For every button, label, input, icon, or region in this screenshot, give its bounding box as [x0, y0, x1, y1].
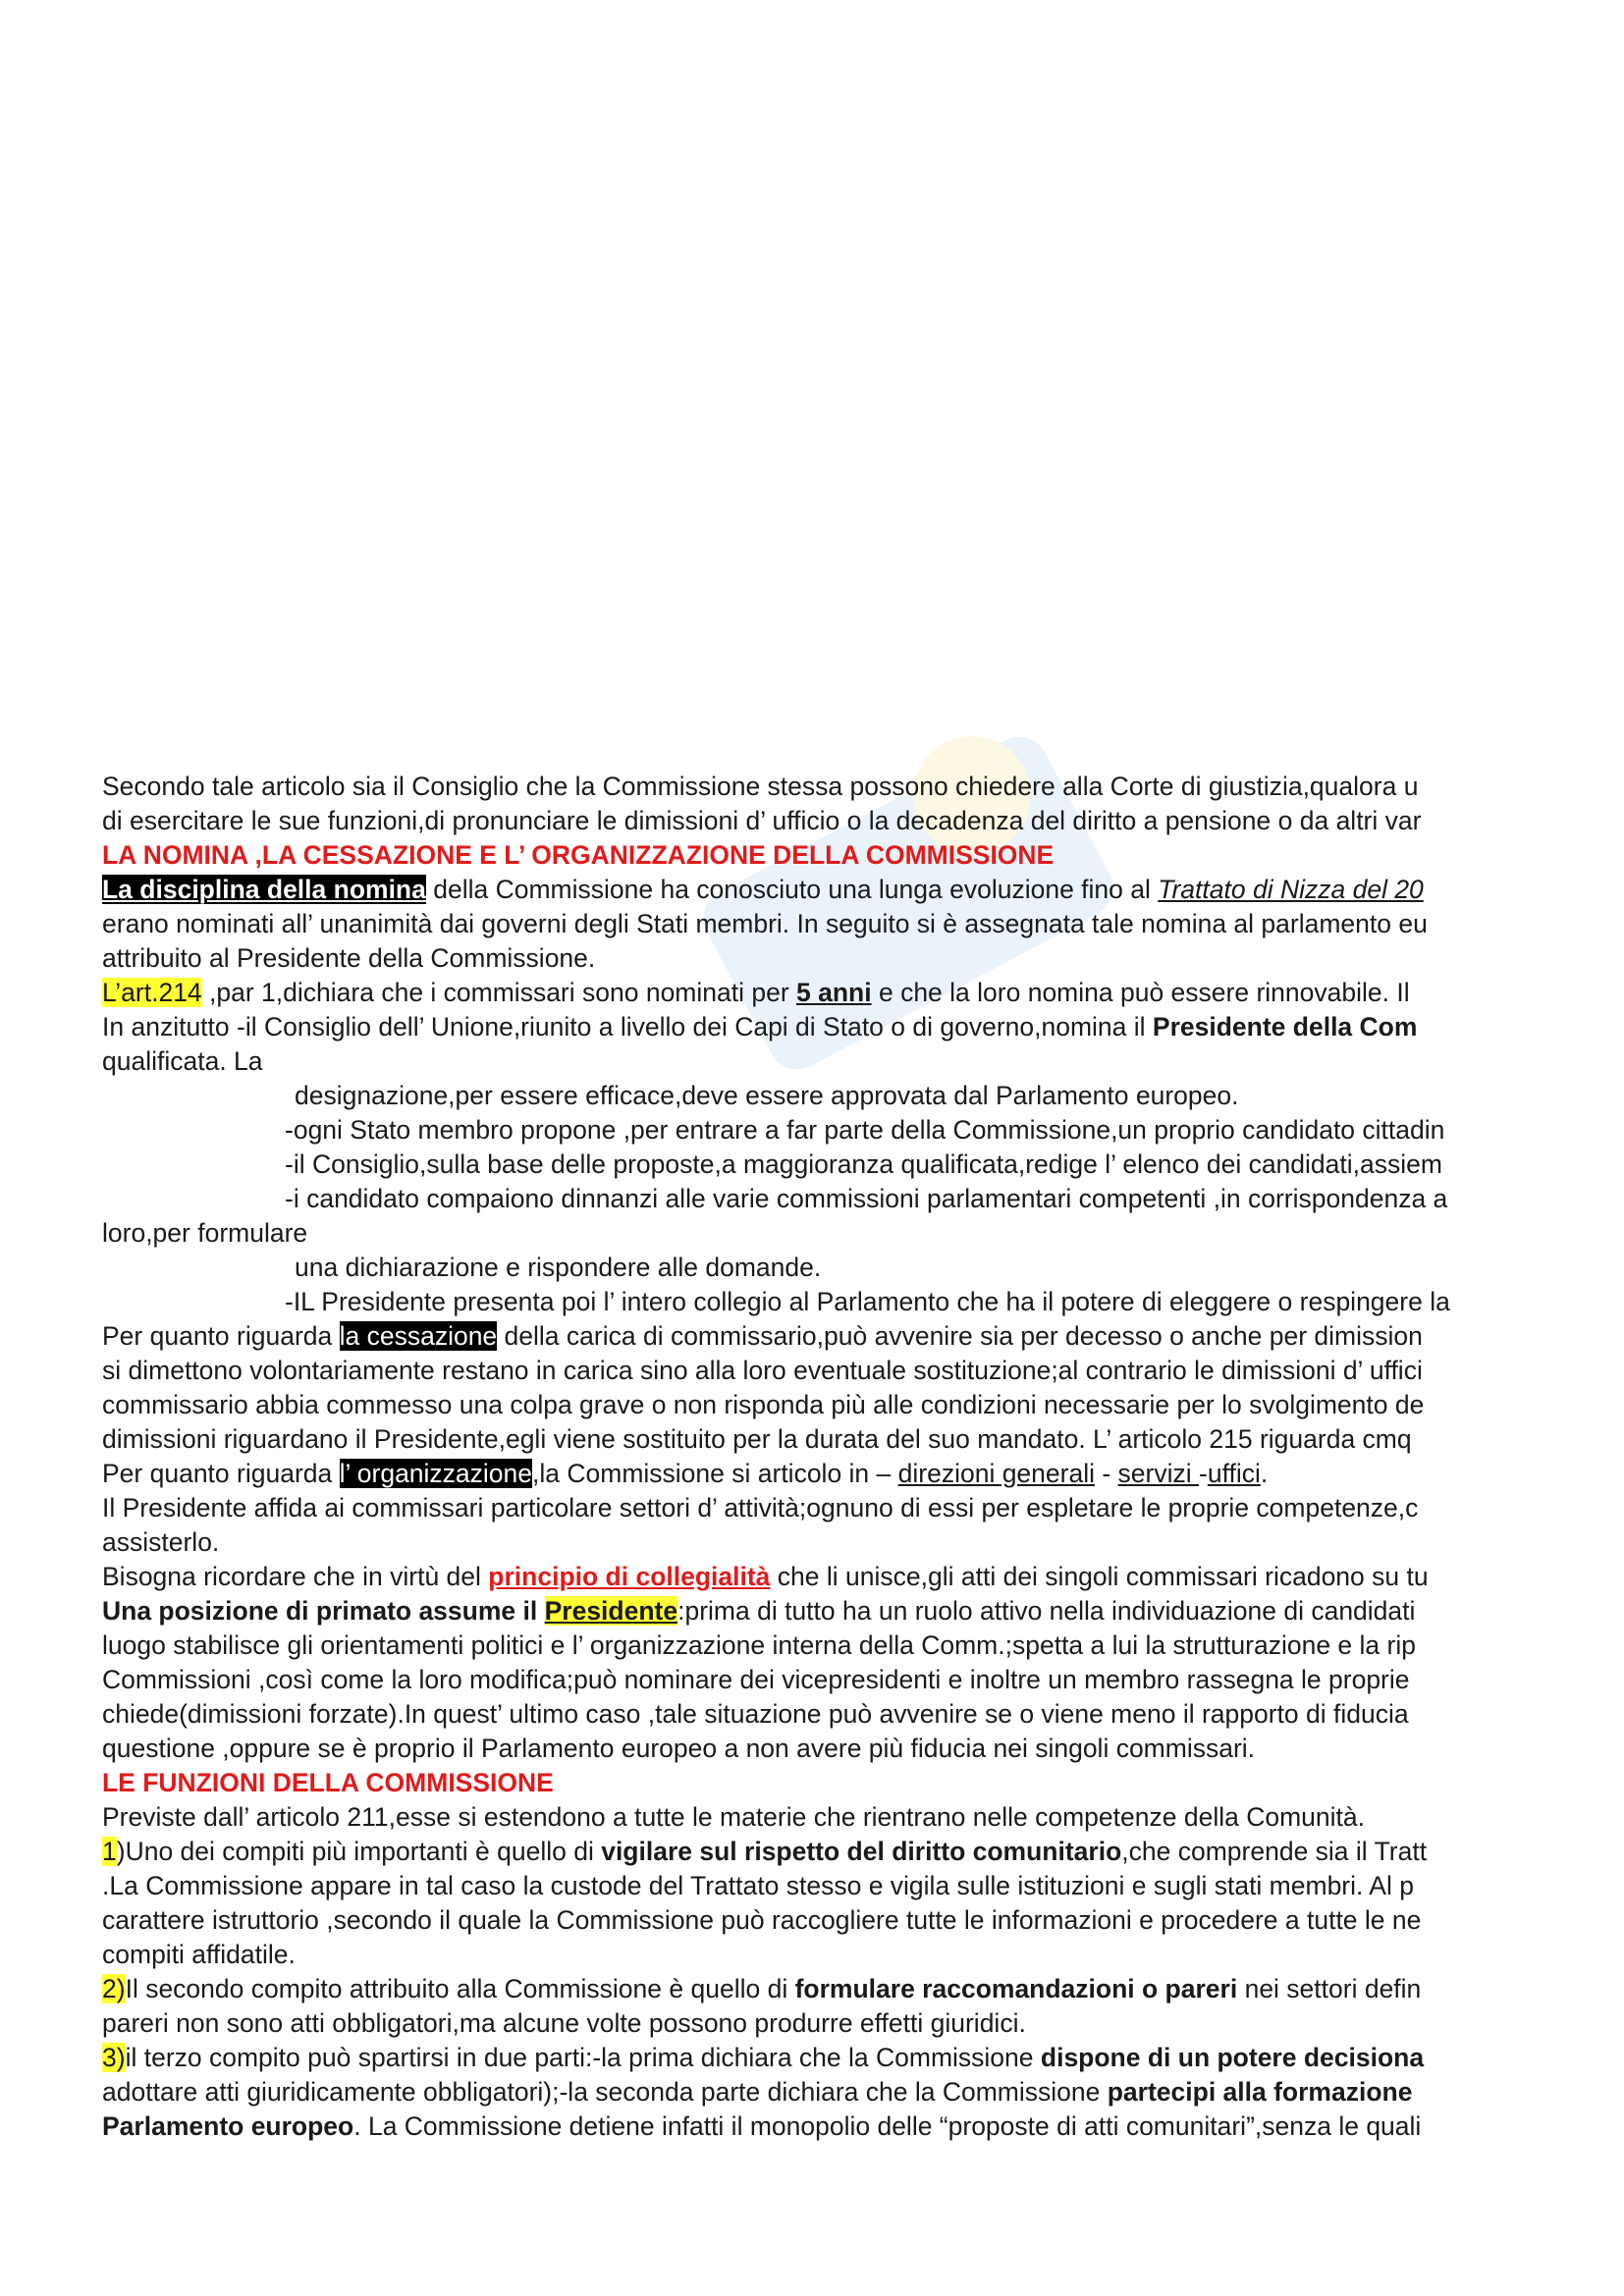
list-item: -i candidato compaiono dinnanzi alle varie commissioni parlamentari competenti ,in corrispondenza a	[285, 1184, 1448, 1213]
text-line: La disciplina della nomina della Commissione ha conosciuto una lunga evoluzione fino al Trattato di Nizza del 20	[102, 875, 1424, 904]
list-item: -IL Presidente presenta poi l’ intero collegio al Parlamento che ha il potere di eleggere o respingere la	[285, 1287, 1450, 1316]
text-line: Secondo tale articolo sia il Consiglio che la Commissione stessa possono chiedere alla Corte di giustizia,qualora u	[102, 772, 1419, 801]
text-line: In anzitutto -il Consiglio dell’ Unione,riunito a livello dei Capi di Stato o di governo,nomina il Presidente della Com	[102, 1012, 1418, 1041]
text-line: dimissioni riguardano il Presidente,egli viene sostituito per la durata del suo mandato. L’ articolo 215 riguarda cmq	[102, 1424, 1412, 1454]
text-line: assisterlo.	[102, 1527, 220, 1557]
text-line: erano nominati all’ unanimità dai governi degli Stati membri. In seguito si è assegnata tale nomina al parlamento eu	[102, 909, 1428, 938]
text-line: compiti affidatile.	[102, 1940, 296, 1969]
document-body	[102, 770, 1624, 2203]
text-line: 2)Il secondo compito attribuito alla Commissione è quello di formulare raccomandazioni o pareri nei settori defin	[102, 1974, 1422, 2003]
text-line: una dichiarazione e rispondere alle domande.	[295, 1253, 822, 1282]
text-line: 3)il terzo compito può spartirsi in due parti:-la prima dichiara che la Commissione dispone di un potere decisiona	[102, 2043, 1425, 2072]
text-line: di esercitare le sue funzioni,di pronunciare le dimissioni d’ ufficio o la decadenza del diritto a pensione o da altri var	[102, 806, 1422, 835]
text-line: Per quanto riguarda l’ organizzazione,la Commissione si articolo in – direzioni generali - servizi -uffici.	[102, 1459, 1269, 1488]
text-line: commissario abbia commesso una colpa grave o non risponda più alle condizioni necessarie per lo svolgimento de	[102, 1390, 1425, 1419]
text-line: Per quanto riguarda la cessazione della carica di commissario,può avvenire sia per decesso o anche per dimission	[102, 1321, 1423, 1351]
text-line: chiede(dimissioni forzate).In quest’ ultimo caso ,tale situazione può avvenire se o viene meno il rapporto di fiducia	[102, 1699, 1409, 1729]
text-line: 1)Uno dei compiti più importanti è quello di vigilare sul rispetto del diritto comunitario,che comprende sia il Tratt	[102, 1837, 1428, 1866]
text-line: Parlamento europeo. La Commissione detiene infatti il monopolio delle “proposte di atti comunitari”,senza le quali	[102, 2111, 1422, 2141]
text-line: Una posizione di primato assume il Presidente:prima di tutto ha un ruolo attivo nella individuazione di candidati	[102, 1596, 1416, 1626]
text-line: carattere istruttorio ,secondo il quale la Commissione può raccogliere tutte le informazioni e procedere a tutte le ne	[102, 1905, 1422, 1935]
text-line: questione ,oppure se è proprio il Parlamento europeo a non avere più fiducia nei singoli commissari.	[102, 1734, 1256, 1763]
text-line: Previste dall’ articolo 211,esse si estendono a tutte le materie che rientrano nelle competenze della Comunità.	[102, 1802, 1365, 1832]
text-line: Commissioni ,così come la loro modifica;può nominare dei vicepresidenti e inoltre un membro rassegna le proprie	[102, 1665, 1410, 1694]
text-line: designazione,per essere efficace,deve essere approvata dal Parlamento europeo.	[295, 1081, 1239, 1110]
text-line: .La Commissione appare in tal caso la custode del Trattato stesso e vigila sulle istituzioni e sugli stati membri. Al p	[102, 1871, 1414, 1900]
text-line: luogo stabilisce gli orientamenti politici e l’ organizzazione interna della Comm.;spetta a lui la strutturazione e la rip	[102, 1630, 1416, 1660]
text-line: Il Presidente affida ai commissari particolare settori d’ attività;ognuno di essi per espletare le proprie competenze,c	[102, 1493, 1419, 1522]
text-line: Bisogna ricordare che in virtù del principio di collegialità che li unisce,gli atti dei singoli commissari ricadono su tu	[102, 1562, 1429, 1591]
text-line: attribuito al Presidente della Commissione.	[102, 943, 596, 973]
text-line: si dimettono volontariamente restano in carica sino alla loro eventuale sostituzione;al contrario le dimissioni d’ uffici	[102, 1356, 1423, 1385]
text-line: qualificata. La	[102, 1046, 263, 1076]
text-line: pareri non sono atti obbligatori,ma alcune volte possono produrre effetti giuridici.	[102, 2008, 1026, 2038]
text-line: L’art.214 ,par 1,dichiara che i commissari sono nominati per 5 anni e che la loro nomina può essere rinnovabile. Il	[102, 978, 1410, 1007]
section-heading-nomina: LA NOMINA ,LA CESSAZIONE E L’ ORGANIZZAZIONE DELLA COMMISSIONE	[102, 840, 1055, 870]
text-line: adottare atti giuridicamente obbligatori);-la seconda parte dichiara che la Commissione partecipi alla formazione	[102, 2077, 1413, 2107]
list-item: -ogni Stato membro propone ,per entrare a far parte della Commissione,un proprio candidato cittadin	[285, 1115, 1445, 1145]
section-heading-funzioni: LE FUNZIONI DELLA COMMISSIONE	[102, 1768, 554, 1797]
list-item: -il Consiglio,sulla base delle proposte,a maggioranza qualificata,redige l’ elenco dei candidati,assiem	[285, 1149, 1442, 1179]
text-line: loro,per formulare	[102, 1218, 308, 1248]
